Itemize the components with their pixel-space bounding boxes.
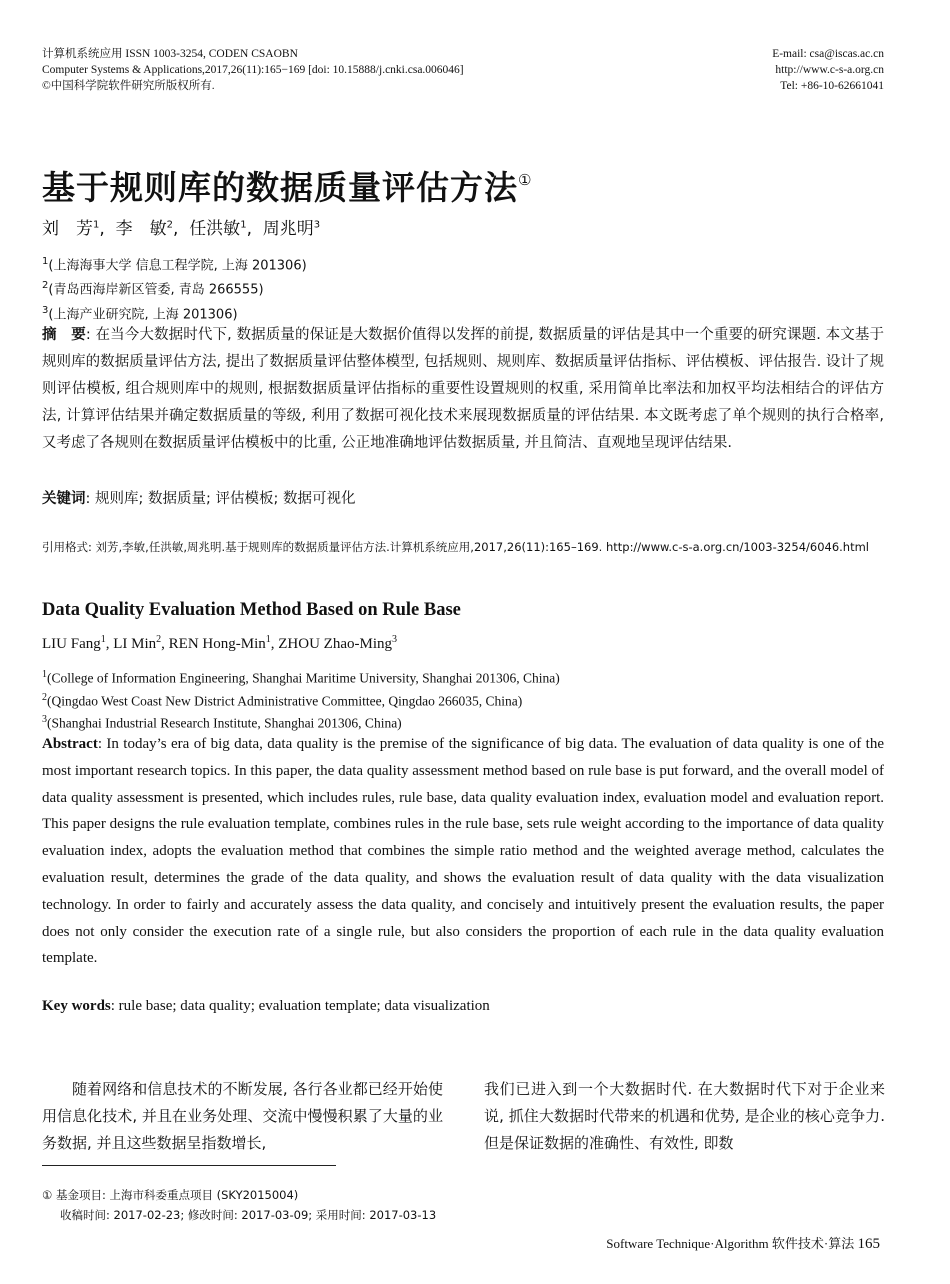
- author-sup: 3: [392, 634, 397, 645]
- chinese-title: [42, 162, 532, 209]
- affiliation-sup: 3: [42, 304, 49, 316]
- english-keywords: [42, 998, 490, 1015]
- affiliation-text: (Shanghai Industrial Research Institute, Shanghai 201306, China): [47, 715, 402, 731]
- english-abstract: [42, 731, 884, 972]
- english-keywords-text: : rule base; data quality; evaluation template; data visualization: [110, 998, 490, 1014]
- page-number: 165: [857, 1236, 880, 1252]
- author-name: 周兆明: [262, 219, 314, 239]
- chinese-keywords: [42, 487, 355, 508]
- affiliation-text: (青岛西海岸新区管委, 青岛 266555): [48, 282, 264, 298]
- journal-issn-line: 计算机系统应用 ISSN 1003-3254, CODEN CSAOBN: [42, 48, 298, 60]
- body-column-left: 随着网络和信息技术的不断发展, 各行各业都已经开始使用信息化技术, 并且在业务处理、交流中慢慢积累了大量的业务数据, 并且这些数据呈指数增长,: [42, 1080, 443, 1152]
- author-name: LI Min: [113, 636, 157, 652]
- citation-format: 引用格式: 刘芳,李敏,任洪敏,周兆明.基于规则库的数据质量评估方法.计算机系统应用,2017,26(11):165–169. http://www.c-s-a.org.cn/1003-3254/6046.html: [42, 540, 869, 554]
- affiliation-line: [42, 665, 560, 688]
- english-abstract-label: Abstract: [42, 736, 98, 752]
- author-name: REN Hong-Min: [168, 636, 266, 652]
- author-sup: 1: [93, 219, 100, 231]
- english-abstract-text: : In today’s era of big data, data quality is the premise of the significance of big data. The evaluation of data quality is one of the most important research topics. In this paper, the data quality assessment method based on rule base is put forward, and the overall model of data quality assessment is presented, which includes rules, rule base, data quality evaluation index, evaluation model and evaluation report. This paper designs the rule evaluation template, combines rules in the rule base, sets rule weight according to the importance of data quality evaluation index, adopts the evaluation method that combines the simple ratio method and the weighted average method, calculates the evaluation result, determines the grade of the data quality, and shows the evaluation result of data quality with the data visualization technology. In order to fairly and accurately assess the data quality, and concisely and intuitively present the evaluation results, the paper does not only consider the execution rate of a single rule, but also considers the proportion of each rule in the data quality evaluation template.: [42, 736, 884, 967]
- chinese-keywords-text: : 规则库; 数据质量; 评估模板; 数据可视化: [85, 491, 356, 507]
- author-name: 任洪敏: [189, 219, 241, 239]
- received-dates: 收稿时间: 2017-02-23; 修改时间: 2017-03-09; 采用时间: 2017-03-13: [60, 1208, 437, 1222]
- author-name: ZHOU Zhao-Ming: [278, 636, 392, 652]
- affiliation-line: [42, 252, 307, 276]
- chinese-abstract-label: 摘 要: [42, 327, 86, 343]
- chinese-title-text: 基于规则库的数据质量评估方法: [42, 168, 518, 207]
- author-sup: 3: [313, 219, 321, 231]
- english-keywords-label: Key words: [42, 998, 111, 1014]
- title-footnote-mark: ①: [518, 171, 533, 189]
- english-authors: LIU Fang$^1$, LI Min$^2$, REN Hong-Min$^1$, ZHOU Zhao-Ming$^3$: [42, 634, 397, 652]
- journal-header-right: [772, 46, 884, 94]
- affiliation-sup: 2: [42, 691, 47, 703]
- author-sup: 1: [265, 634, 271, 645]
- affiliation-line: [42, 276, 307, 300]
- footnote: [42, 1185, 436, 1225]
- author-sup: 1: [100, 634, 106, 645]
- affiliation-text: (College of Information Engineering, Shanghai Maritime University, Shanghai 201306, China): [47, 670, 560, 686]
- chinese-keywords-label: 关键词: [42, 491, 86, 507]
- english-title: Data Quality Evaluation Method Based on Rule Base: [42, 600, 461, 620]
- chinese-abstract: [42, 322, 884, 457]
- affiliation-sup: 2: [42, 280, 49, 292]
- affiliation-text: (上海海事大学 信息工程学院, 上海 201306): [48, 258, 307, 274]
- author-sup: 2: [156, 634, 162, 645]
- author-sup: 1: [240, 219, 247, 231]
- affiliation-sup: 1: [42, 256, 49, 267]
- affiliation-sup: 1: [42, 669, 47, 680]
- copyright-line: ©中国科学院软件研究所版权所有.: [42, 80, 215, 92]
- body-column-right: 我们已进入到一个大数据时代. 在大数据时代下对于企业来说, 抓住大数据时代带来的机遇和优势, 是企业的核心竞争力. 但是保证数据的准确性、有效性, 即数: [484, 1080, 885, 1152]
- author-name: 刘 芳: [42, 219, 93, 239]
- affiliation-line: [42, 688, 560, 711]
- affiliation-line: [42, 710, 560, 733]
- affiliation-text: (Qingdao West Coast New District Administrative Committee, Qingdao 266035, China): [47, 693, 523, 708]
- author-name: LIU Fang: [42, 636, 101, 652]
- journal-doi-line: Computer Systems & Applications,2017,26(11):165−169 [doi: 10.15888/j.cnki.csa.006046]: [42, 64, 464, 76]
- journal-phone: Tel: +86-10-62661041: [780, 80, 884, 92]
- page-footer: [606, 1233, 880, 1253]
- chinese-affiliations: [42, 252, 307, 325]
- affiliation-text: (上海产业研究院, 上海 201306): [48, 306, 238, 322]
- english-affiliations: [42, 665, 560, 733]
- footnote-divider: [42, 1165, 336, 1166]
- section-label: Software Technique·Algorithm 软件技术·算法: [606, 1236, 855, 1251]
- author-name: 李 敏: [115, 219, 167, 239]
- journal-header-left: [42, 46, 464, 94]
- affiliation-sup: 3: [42, 714, 47, 725]
- chinese-authors: 刘 芳$^1$, 李 敏$^2$, 任洪敏$^1$, 周兆明$^3$: [42, 219, 321, 239]
- fund-note: ① 基金项目: 上海市科委重点项目 (SKY2015004): [42, 1188, 299, 1202]
- journal-email: E-mail: csa@iscas.ac.cn: [772, 48, 884, 60]
- author-sup: 2: [166, 219, 173, 231]
- chinese-abstract-text: : 在当今大数据时代下, 数据质量的保证是大数据价值得以发挥的前提, 数据质量的评估是其中一个重要的研究课题. 本文基于规则库的数据质量评估方法, 提出了数据质量评估整体模型, 包括规则、规则库、数据质量评估指标、评估模板、评估报告. 设计了规则评估模板, 组合规则库中的规则, 根据数据质量评估指标的重要性设置规则的权重, 采用简单比率法和加权平均法相结合的评估方法, 计算评估结果并确定数据质量的等级, 利用了数据可视化技术来展现数据质量的评估结果. 本文既考虑了单个规则的执行合格率, 又考虑了各规则在数据质量评估模板中的比重, 公正地准确地评估数据质量, 并且简洁、直观地呈现评估结果.: [42, 327, 884, 451]
- journal-url: http://www.c-s-a.org.cn: [775, 64, 884, 76]
